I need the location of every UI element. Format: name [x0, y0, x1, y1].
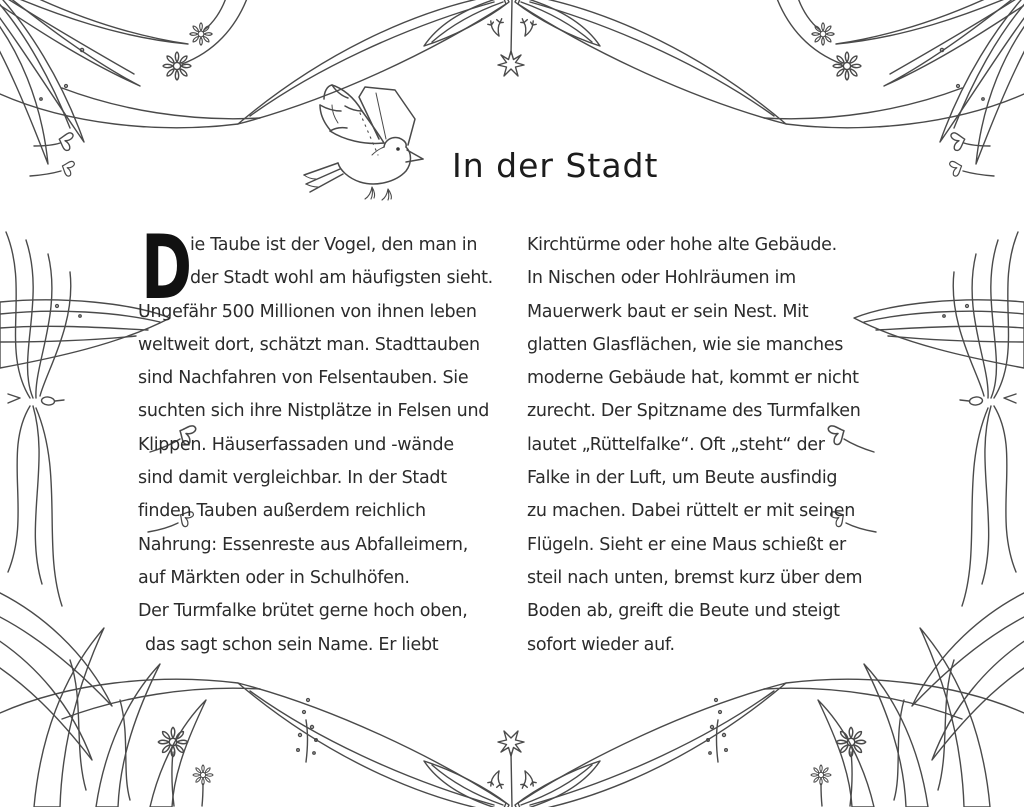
text-line: suchten sich ihre Nistplätze in Felsen und: [138, 401, 490, 422]
text-line: sind damit vergleichbar. In der Stadt: [138, 468, 447, 489]
dropcap-letter: D: [141, 216, 193, 319]
text-line: ie Taube ist der Vogel, den man in: [190, 235, 478, 255]
text-line: glatten Glasflächen, wie sie manches: [527, 334, 844, 355]
text-line: Nahrung: Essenreste aus Abfalleimern,: [138, 534, 468, 555]
text-column-left: [138, 229, 518, 662]
text-line: Flügeln. Sieht er eine Maus schießt er: [527, 534, 846, 555]
text-line: moderne Gebäude hat, kommt er nicht: [527, 368, 859, 389]
text-line: sind Nachfahren von Felsentauben. Sie: [138, 368, 469, 389]
text-line: Ungefähr 500 Millionen von ihnen leben: [138, 301, 477, 322]
text-line: sofort wieder auf.: [527, 634, 675, 655]
text-line: finden Tauben außerdem reichlich: [138, 501, 426, 522]
text-line: Falke in der Luft, um Beute ausfindig: [527, 468, 838, 489]
text-line: weltweit dort, schätzt man. Stadttauben: [138, 334, 480, 355]
floral-top-fan: [0, 0, 1024, 128]
text-line: steil nach unten, bremst kurz über dem: [527, 567, 863, 588]
text-line: der Stadt wohl am häufigsten sieht.: [190, 268, 493, 289]
text-line: Kirchtürme oder hohe alte Gebäude.: [527, 235, 837, 255]
text-column-right: [527, 229, 917, 662]
text-line: zurecht. Der Spitzname des Turmfalken: [527, 401, 861, 422]
page-title: In der Stadt: [452, 146, 659, 185]
text-line: Der Turmfalke brütet gerne hoch oben,: [138, 601, 468, 622]
text-line: lautet „Rüttelfalke“. Oft „steht“ der: [527, 434, 825, 455]
floral-bottom-fan: [0, 679, 1024, 807]
text-line: Klippen. Häuserfassaden und -wände: [138, 434, 454, 455]
text-line: In Nischen oder Hohlräumen im: [527, 268, 796, 289]
text-line: Mauerwerk baut er sein Nest. Mit: [527, 301, 809, 322]
text-line: Boden ab, greift die Beute und steigt: [527, 601, 840, 622]
bird-illustration-icon: [298, 83, 454, 221]
text-line: zu machen. Dabei rüttelt er mit seinen: [527, 501, 856, 522]
text-line: das sagt schon sein Name. Er liebt: [145, 634, 439, 655]
text-line: auf Märkten oder in Schulhöfen.: [138, 567, 410, 588]
